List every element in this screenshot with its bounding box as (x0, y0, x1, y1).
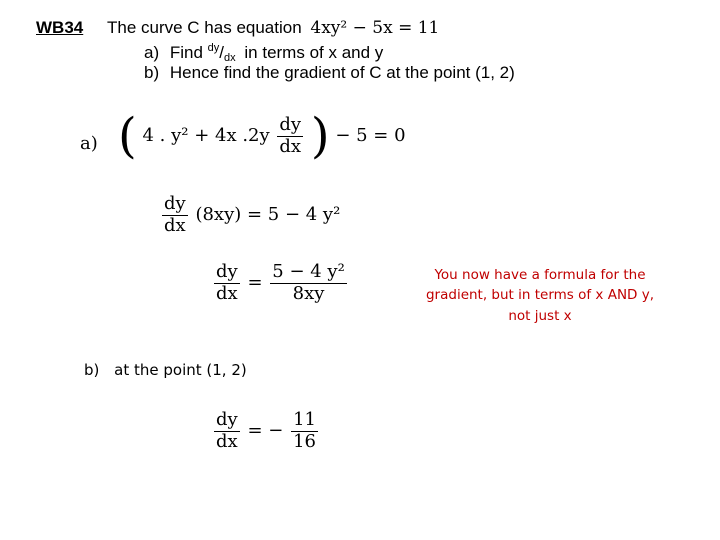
step2-dy: dy (164, 193, 186, 214)
part-a-question (144, 42, 383, 64)
result-derivative (214, 410, 240, 452)
step3-denominator: 8xy (270, 283, 347, 305)
step1-rhs: − 5 = 0 (335, 125, 406, 146)
part-a-slash: / (219, 43, 225, 62)
result-dx: dx (214, 431, 240, 453)
left-paren: ( (118, 108, 137, 164)
note-line-1: You now have a formula for the (434, 267, 646, 283)
part-a-dy: dy (207, 42, 220, 54)
step1-dy: dy (279, 113, 302, 135)
step3-dy: dy (216, 261, 238, 282)
part-b-question (144, 63, 515, 83)
step2-rhs: (8xy) = 5 − 4 y² (195, 204, 341, 226)
part-a-rest: in terms of x and y (244, 43, 384, 62)
part-a-label: a) (144, 43, 160, 62)
part-a-dx: dx (224, 52, 236, 64)
step2-derivative (162, 194, 188, 236)
note-line-2: gradient, but in terms of x AND y, (425, 287, 655, 304)
question-intro (107, 18, 439, 38)
result-denominator: 16 (293, 430, 316, 452)
curve-equation: 4xy² − 5x = 11 (310, 18, 440, 38)
note-line-3: not just x (508, 307, 572, 324)
explanation-note (390, 265, 690, 326)
step1-dx: dx (277, 136, 303, 158)
part-b-label: b) (144, 63, 160, 82)
result-dy: dy (216, 409, 238, 430)
solution-b-result (212, 410, 320, 452)
step3-fraction (270, 262, 347, 304)
step3-dx: dx (214, 283, 240, 305)
intro-text: The curve C has equation (107, 18, 302, 37)
solution-a-step3 (212, 262, 349, 304)
step3-numerator: 5 − 4 y² (272, 261, 345, 282)
step1-derivative (277, 115, 303, 157)
solution-a-label: a) (80, 133, 98, 154)
part-b-text: Hence find the gradient of C at the point (1, 2) (169, 63, 515, 82)
solution-a-step2 (160, 194, 340, 236)
result-equals-minus: = − (247, 420, 284, 442)
solution-b-text: at the point (1, 2) (114, 361, 247, 379)
result-numerator: 11 (293, 409, 316, 430)
solution-a-step1 (118, 108, 406, 164)
solution-b-heading (84, 361, 247, 379)
step3-equals: = (247, 272, 263, 294)
result-fraction (291, 410, 318, 452)
step1-terms: 4 . y² + 4x .2y (142, 125, 270, 146)
worksheet-code: WB34 (36, 18, 84, 37)
solution-b-label: b) (84, 361, 100, 379)
part-a-find: Find (169, 43, 203, 62)
step3-derivative (214, 262, 240, 304)
right-paren: ) (310, 108, 330, 164)
step2-dx: dx (162, 215, 188, 237)
